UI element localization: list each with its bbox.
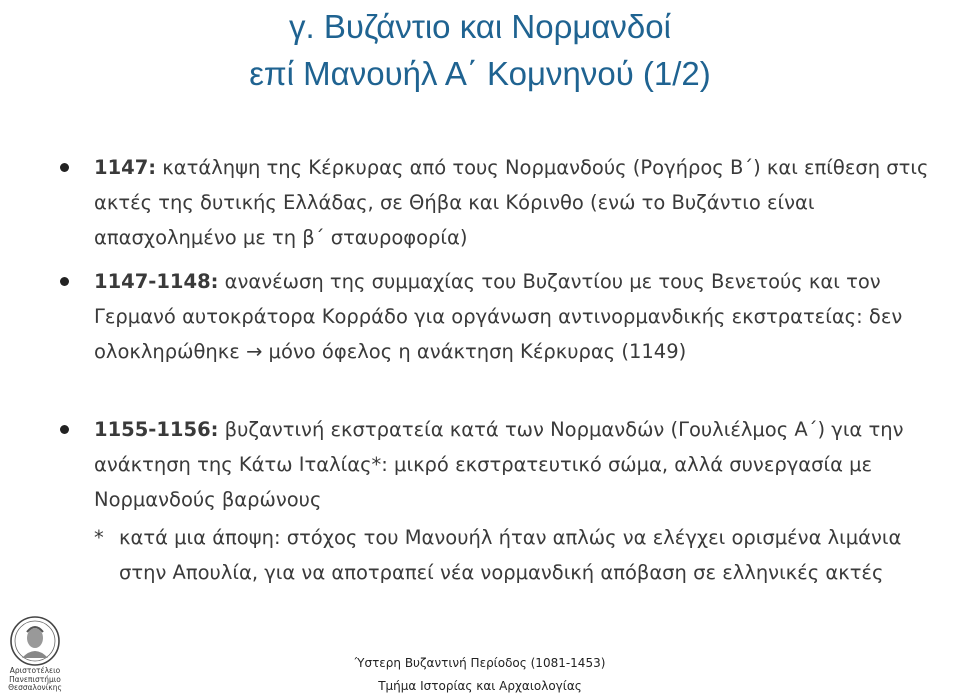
bullet-label: 1147: xyxy=(94,156,157,179)
bullet-text: ανανέωση της συμμαχίας του Βυζαντίου με τους Βενετούς και τον Γερμανό αυτοκράτορα Κορράδο για οργάνωση αντινορμανδικής εκστρατείας: δεν ολοκληρώθηκε → μόνο όφελος η ανάκτηση Κέρκυρας (1149) xyxy=(94,270,903,363)
university-name-line: Πανεπιστήμιο xyxy=(9,674,61,684)
bullet-text: κατάληψη της Κέρκυρας από τους Νορμανδούς (Ρογήρος Β΄) και επίθεση στις ακτές της δυτικής Ελλάδας, σε Θήβα και Κόρινθο (ενώ το Βυζάντιο είναι απασχολημένο με τη β΄ σταυροφορία) xyxy=(94,156,929,249)
slide-title-line-2: επί Μανουήλ Α΄ Κομνηνού (1/2) xyxy=(249,55,711,92)
bullet-dot-icon xyxy=(60,163,69,172)
bullet-dot-icon xyxy=(60,277,69,286)
bullet-label: 1147-1148: xyxy=(94,270,219,293)
university-logo-icon xyxy=(6,614,64,668)
bullet-dot-icon xyxy=(60,425,69,434)
bullet-1155-1156 xyxy=(94,412,934,517)
university-name-line: Αριστοτέλειο xyxy=(9,666,61,675)
footnote xyxy=(94,520,914,590)
footer-department: Τμήμα Ιστορίας και Αρχαιολογίας xyxy=(378,679,582,693)
bullet-text: βυζαντινή εκστρατεία κατά των Νορμανδών (Γουλιέλμος Α΄) για την ανάκτηση της Κάτω Ιταλίας*: μικρό εκστρατευτικό σώμα, αλλά συνεργασία με Νορμανδούς βαρώνους xyxy=(94,418,904,511)
bullet-1147 xyxy=(94,150,934,255)
slide-title-line-1: γ. Βυζάντιο και Νορμανδοί xyxy=(289,8,671,45)
footnote-text: κατά μια άποψη: στόχος του Μανουήλ ήταν απλώς να ελέγχει ορισμένα λιμάνια στην Απουλία, για να αποτραπεί νέα νορμανδική απόβαση σε ελληνικές ακτές xyxy=(119,526,902,584)
bullet-label: 1155-1156: xyxy=(94,418,219,441)
footer-course: Ύστερη Βυζαντινή Περίοδος (1081-1453) xyxy=(354,656,606,670)
bullet-1147-1148 xyxy=(94,264,934,369)
university-name-line: Θεσσαλονίκης xyxy=(8,683,62,692)
footnote-marker: * xyxy=(94,526,104,549)
university-name xyxy=(0,667,70,693)
